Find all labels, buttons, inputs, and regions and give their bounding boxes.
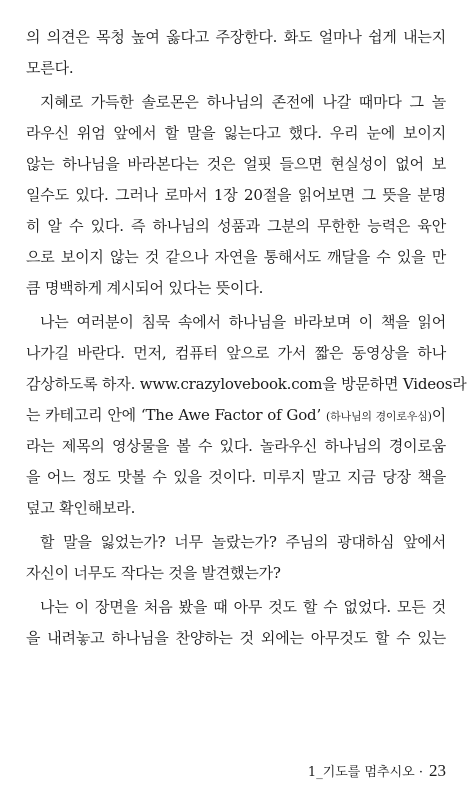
text-line: 나가길 바란다. 먼저, 컴퓨터 앞으로 가서 짧은 동영상을 하나 xyxy=(26,344,446,362)
text-line: 라는 제목의 영상물을 볼 수 있다. 놀라우신 하나님의 경이로움 xyxy=(26,437,446,455)
text-line: 을 어느 정도 맛볼 수 있을 것이다. 미루지 말고 지금 당장 책을 xyxy=(26,468,446,486)
text-line: 감상하도록 하자. www.crazylovebook.com을 방문하면 Videos라 xyxy=(26,375,467,393)
page-footer xyxy=(308,761,446,781)
text-line: 히 알 수 있다. 즉 하나님의 성품과 그분의 무한한 능력은 육안 xyxy=(26,217,446,235)
page-body xyxy=(26,22,467,657)
text-line-with-note xyxy=(26,400,446,431)
text-fragment: 는 카테고리 안에 ‘The Awe Factor of God’ xyxy=(26,406,322,424)
text-line: 나는 여러분이 침묵 속에서 하나님을 바라보며 이 책을 읽어 xyxy=(40,313,446,331)
text-line: 으로 보이지 않는 것 같으나 자연을 통해서도 깨달을 수 있을 만 xyxy=(26,248,446,266)
paragraph xyxy=(26,22,446,84)
text-line: 모른다. xyxy=(26,59,74,77)
text-line: 덮고 확인해보라. xyxy=(26,499,136,517)
text-line: 라우신 위엄 앞에서 할 말을 잃는다고 했다. 우리 눈에 보이지 xyxy=(26,124,446,142)
text-line: 일수도 있다. 그러나 로마서 1장 20절을 읽어보면 그 뜻을 분명 xyxy=(26,186,446,204)
chapter-title: 1_기도를 멈추시오 · xyxy=(307,765,423,780)
text-line: 지혜로 가득한 솔로몬은 하나님의 존전에 나갈 때마다 그 놀 xyxy=(40,93,446,111)
paragraph xyxy=(26,307,467,524)
text-line: 의 의견은 목청 높여 옳다고 주장한다. 화도 얼마나 쉽게 내는지 xyxy=(26,28,446,46)
small-note: (하나님의 경이로우심) xyxy=(326,410,432,423)
text-line: 큼 명백하게 계시되어 있다는 뜻이다. xyxy=(26,279,264,297)
text-line: 않는 하나님을 바라본다는 것은 얼핏 들으면 현실성이 없어 보 xyxy=(26,155,446,173)
text-line: 할 말을 잃었는가? 너무 놀랐는가? 주님의 광대하심 앞에서 xyxy=(40,533,446,551)
paragraph xyxy=(26,87,446,304)
paragraph xyxy=(26,592,446,654)
paragraph xyxy=(26,527,446,589)
text-fragment: 이 xyxy=(431,406,446,424)
text-line: 자신이 너무도 작다는 것을 발견했는가? xyxy=(26,564,281,582)
text-line: 을 내려놓고 하나님을 찬양하는 것 외에는 아무것도 할 수 있는 xyxy=(26,629,446,647)
page-number: 23 xyxy=(429,761,446,780)
text-line: 나는 이 장면을 처음 봤을 때 아무 것도 할 수 없었다. 모든 것 xyxy=(40,598,446,616)
